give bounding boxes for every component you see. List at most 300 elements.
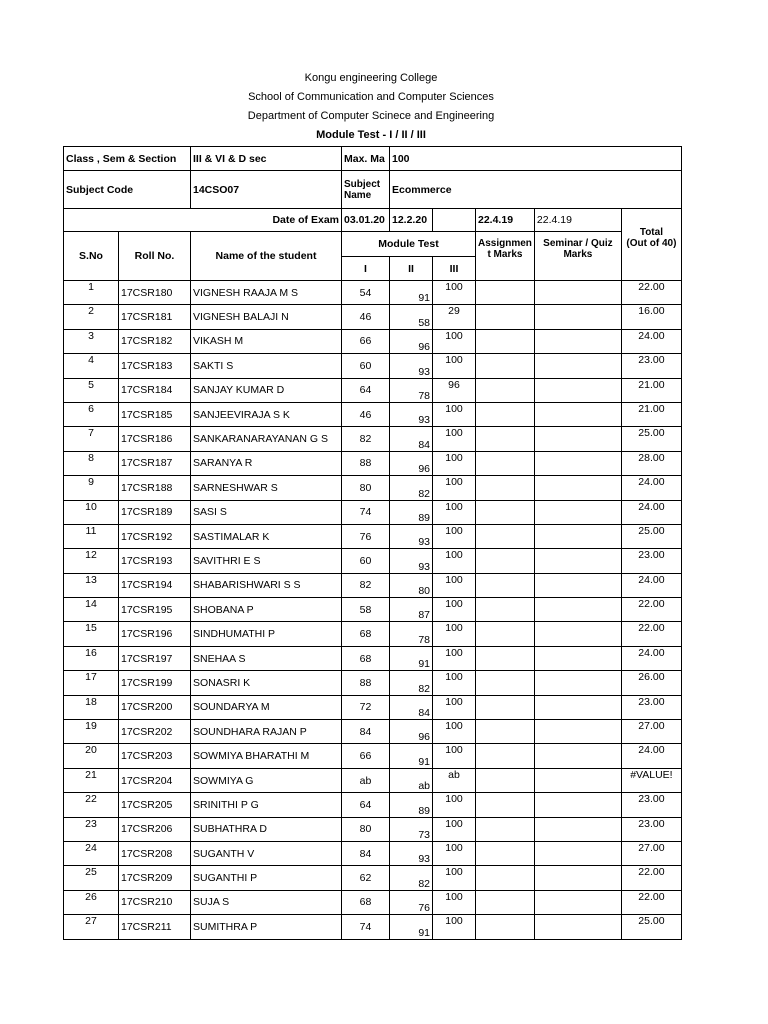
assignment-mark: [476, 841, 535, 865]
sno-cell: 21: [64, 768, 119, 792]
sno-cell: 1: [64, 281, 119, 305]
module-2-mark: 89: [390, 500, 433, 524]
assignment-mark: [476, 598, 535, 622]
seminar-mark: [534, 866, 621, 890]
roll-cell: 17CSR193: [119, 549, 191, 573]
roll-cell: 17CSR180: [119, 281, 191, 305]
sno-cell: 2: [64, 305, 119, 329]
module-2-mark: 96: [390, 451, 433, 475]
subject-name-value: Ecommerce: [390, 171, 682, 209]
total-mark: 22.00: [621, 622, 681, 646]
marks-table: [63, 146, 682, 940]
sno-cell: 20: [64, 744, 119, 768]
module-2-mark: 93: [390, 549, 433, 573]
module-1-mark: 84: [342, 841, 390, 865]
roll-cell: 17CSR185: [119, 402, 191, 426]
name-cell: VIGNESH RAAJA M S: [191, 281, 342, 305]
college-name: Kongu engineering College: [304, 72, 438, 84]
table-row: [64, 598, 682, 622]
module-3-mark: 100: [433, 281, 476, 305]
seminar-mark: [534, 841, 621, 865]
name-cell: SUJA S: [191, 890, 342, 914]
name-cell: SONASRI K: [191, 671, 342, 695]
module-1-mark: 58: [342, 598, 390, 622]
module-3-mark: 100: [433, 793, 476, 817]
seminar-header: Seminar / Quiz Marks: [534, 232, 621, 281]
module-3-mark: 96: [433, 378, 476, 402]
assignment-mark: [476, 549, 535, 573]
module-test-header: Module Test: [342, 232, 476, 257]
module-1-mark: 66: [342, 329, 390, 353]
name-cell: SRINITHI P G: [191, 793, 342, 817]
sno-cell: 10: [64, 500, 119, 524]
name-cell: VIKASH M: [191, 329, 342, 353]
table-row: [64, 354, 682, 378]
total-mark: 23.00: [621, 549, 681, 573]
module-3-mark: 100: [433, 744, 476, 768]
exam-date-1: 03.01.20: [342, 209, 390, 232]
assignment-mark: [476, 451, 535, 475]
module-3-mark: 100: [433, 476, 476, 500]
table-row: [64, 281, 682, 305]
total-mark: 27.00: [621, 841, 681, 865]
table-row: [64, 476, 682, 500]
module-1-mark: 74: [342, 500, 390, 524]
total-mark: 23.00: [621, 695, 681, 719]
module-3-mark: 100: [433, 402, 476, 426]
roll-cell: 17CSR181: [119, 305, 191, 329]
roll-cell: 17CSR194: [119, 573, 191, 597]
module-2-mark: 58: [390, 305, 433, 329]
roll-cell: 17CSR183: [119, 354, 191, 378]
sno-cell: 13: [64, 573, 119, 597]
module-2-mark: 76: [390, 890, 433, 914]
roll-cell: 17CSR197: [119, 646, 191, 670]
total-mark: #VALUE!: [621, 768, 681, 792]
module-1-mark: 80: [342, 817, 390, 841]
name-cell: SASI S: [191, 500, 342, 524]
module-2-mark: 93: [390, 841, 433, 865]
assignment-mark: [476, 817, 535, 841]
sno-header: S.No: [64, 232, 119, 281]
assignment-mark: [476, 402, 535, 426]
module-3-mark: 100: [433, 866, 476, 890]
table-row: [64, 915, 682, 939]
roll-cell: 17CSR182: [119, 329, 191, 353]
seminar-mark: [534, 549, 621, 573]
module-1-mark: 64: [342, 793, 390, 817]
assignment-mark: [476, 622, 535, 646]
module-3-mark: 100: [433, 573, 476, 597]
name-cell: SUGANTH V: [191, 841, 342, 865]
sno-cell: 12: [64, 549, 119, 573]
module-2-mark: 91: [390, 281, 433, 305]
assignment-mark: [476, 354, 535, 378]
date-label: Date of Exam: [64, 209, 342, 232]
roll-cell: 17CSR202: [119, 720, 191, 744]
name-cell: SOWMIYA BHARATHI M: [191, 744, 342, 768]
module-1-mark: 80: [342, 476, 390, 500]
table-row: [64, 671, 682, 695]
seminar-mark: [534, 427, 621, 451]
seminar-mark: [534, 476, 621, 500]
module-1-mark: 68: [342, 646, 390, 670]
name-cell: SAKTI S: [191, 354, 342, 378]
roll-cell: 17CSR195: [119, 598, 191, 622]
total-mark: 23.00: [621, 354, 681, 378]
subject-name-label: Subject Name: [342, 171, 390, 209]
assignment-mark: [476, 378, 535, 402]
sno-cell: 9: [64, 476, 119, 500]
exam-date-3: 22.4.19: [476, 209, 535, 232]
name-cell: SHOBANA P: [191, 598, 342, 622]
sno-cell: 18: [64, 695, 119, 719]
seminar-mark: [534, 768, 621, 792]
roll-cell: 17CSR203: [119, 744, 191, 768]
total-mark: 22.00: [621, 598, 681, 622]
table-row: [64, 549, 682, 573]
sno-cell: 15: [64, 622, 119, 646]
sno-cell: 16: [64, 646, 119, 670]
roll-cell: 17CSR189: [119, 500, 191, 524]
seminar-mark: [534, 598, 621, 622]
total-mark: 28.00: [621, 451, 681, 475]
total-mark: 27.00: [621, 720, 681, 744]
roll-cell: 17CSR211: [119, 915, 191, 939]
module-2-mark: 84: [390, 695, 433, 719]
sno-cell: 23: [64, 817, 119, 841]
sno-cell: 6: [64, 402, 119, 426]
total-mark: 24.00: [621, 500, 681, 524]
total-mark: 24.00: [621, 573, 681, 597]
roll-cell: 17CSR184: [119, 378, 191, 402]
seminar-mark: [534, 915, 621, 939]
total-mark: 16.00: [621, 305, 681, 329]
table-row: [64, 402, 682, 426]
module-2-mark: 93: [390, 402, 433, 426]
module-1-mark: 74: [342, 915, 390, 939]
module-1-mark: 68: [342, 890, 390, 914]
total-mark: 24.00: [621, 329, 681, 353]
date-row: [64, 209, 682, 232]
table-row: [64, 695, 682, 719]
seminar-mark: [534, 305, 621, 329]
roll-cell: 17CSR196: [119, 622, 191, 646]
module-3-mark: 100: [433, 817, 476, 841]
subject-code-label: Subject Code: [64, 171, 191, 209]
module-1-mark: 82: [342, 573, 390, 597]
module-3-mark: 100: [433, 598, 476, 622]
seminar-mark: [534, 695, 621, 719]
assignment-mark: [476, 915, 535, 939]
assignment-mark: [476, 695, 535, 719]
module-1-header: I: [342, 257, 390, 281]
module-2-mark: ab: [390, 768, 433, 792]
total-mark: 21.00: [621, 378, 681, 402]
name-cell: SINDHUMATHI P: [191, 622, 342, 646]
module-1-mark: 88: [342, 671, 390, 695]
table-row: [64, 329, 682, 353]
module-3-mark: 100: [433, 671, 476, 695]
table-row: [64, 890, 682, 914]
roll-cell: 17CSR199: [119, 671, 191, 695]
module-2-mark: 91: [390, 744, 433, 768]
name-cell: SOUNDARYA M: [191, 695, 342, 719]
module-3-mark: 100: [433, 890, 476, 914]
module-3-mark: 100: [433, 500, 476, 524]
module-3-mark: 100: [433, 646, 476, 670]
table-row: [64, 817, 682, 841]
roll-cell: 17CSR208: [119, 841, 191, 865]
module-1-mark: 68: [342, 622, 390, 646]
sno-cell: 11: [64, 524, 119, 548]
total-mark: 22.00: [621, 281, 681, 305]
assignment-mark: [476, 476, 535, 500]
test-title: Module Test - I / II / III: [316, 129, 426, 141]
assignment-mark: [476, 793, 535, 817]
table-row: [64, 305, 682, 329]
total-mark: 25.00: [621, 915, 681, 939]
roll-cell: 17CSR186: [119, 427, 191, 451]
module-3-mark: 100: [433, 841, 476, 865]
roll-cell: 17CSR205: [119, 793, 191, 817]
name-cell: SOWMIYA G: [191, 768, 342, 792]
seminar-mark: [534, 646, 621, 670]
class-value: III & VI & D sec: [191, 147, 342, 171]
assignment-mark: [476, 524, 535, 548]
table-row: [64, 451, 682, 475]
table-row: [64, 378, 682, 402]
name-cell: SOUNDHARA RAJAN P: [191, 720, 342, 744]
module-1-mark: 60: [342, 549, 390, 573]
subject-row: [64, 171, 682, 209]
module-3-mark: 100: [433, 329, 476, 353]
school-name: School of Communication and Computer Sciences: [248, 91, 494, 103]
assignment-mark: [476, 573, 535, 597]
roll-cell: 17CSR188: [119, 476, 191, 500]
assignment-mark: [476, 720, 535, 744]
seminar-mark: [534, 500, 621, 524]
total-mark: 21.00: [621, 402, 681, 426]
module-3-header: III: [433, 257, 476, 281]
seminar-mark: [534, 329, 621, 353]
seminar-mark: [534, 281, 621, 305]
module-2-mark: 73: [390, 817, 433, 841]
name-header: Name of the student: [191, 232, 342, 281]
max-marks-label: Max. Ma: [342, 147, 390, 171]
assignment-mark: [476, 500, 535, 524]
assignment-mark: [476, 890, 535, 914]
name-cell: SANJAY KUMAR D: [191, 378, 342, 402]
module-2-mark: 93: [390, 524, 433, 548]
table-row: [64, 622, 682, 646]
name-cell: SARNESHWAR S: [191, 476, 342, 500]
module-2-mark: 78: [390, 378, 433, 402]
module-2-mark: 80: [390, 573, 433, 597]
max-marks-value: 100: [390, 147, 682, 171]
roll-cell: 17CSR200: [119, 695, 191, 719]
module-3-mark: 100: [433, 549, 476, 573]
sno-cell: 17: [64, 671, 119, 695]
seminar-mark: [534, 744, 621, 768]
module-3-mark: 100: [433, 451, 476, 475]
module-1-mark: 54: [342, 281, 390, 305]
roll-cell: 17CSR187: [119, 451, 191, 475]
name-cell: SAVITHRI E S: [191, 549, 342, 573]
module-2-mark: 87: [390, 598, 433, 622]
total-mark: 23.00: [621, 817, 681, 841]
assignment-mark: [476, 281, 535, 305]
name-cell: SUMITHRA P: [191, 915, 342, 939]
roll-cell: 17CSR206: [119, 817, 191, 841]
sno-cell: 8: [64, 451, 119, 475]
module-1-mark: 76: [342, 524, 390, 548]
exam-date-4: 22.4.19: [534, 209, 621, 232]
name-cell: SANKARANARAYANAN G S: [191, 427, 342, 451]
module-1-mark: 88: [342, 451, 390, 475]
name-cell: SANJEEVIRAJA S K: [191, 402, 342, 426]
module-1-mark: 64: [342, 378, 390, 402]
exam-date-3-blank: [433, 209, 476, 232]
table-row: [64, 524, 682, 548]
seminar-mark: [534, 622, 621, 646]
seminar-mark: [534, 451, 621, 475]
seminar-mark: [534, 890, 621, 914]
class-label: Class , Sem & Section: [64, 147, 191, 171]
total-mark: 22.00: [621, 866, 681, 890]
module-1-mark: 60: [342, 354, 390, 378]
sno-cell: 26: [64, 890, 119, 914]
table-row: [64, 427, 682, 451]
module-2-mark: 96: [390, 329, 433, 353]
table-row: [64, 646, 682, 670]
roll-cell: 17CSR210: [119, 890, 191, 914]
table-row: [64, 744, 682, 768]
total-mark: 24.00: [621, 646, 681, 670]
assignment-mark: [476, 646, 535, 670]
sno-cell: 22: [64, 793, 119, 817]
roll-cell: 17CSR192: [119, 524, 191, 548]
sno-cell: 5: [64, 378, 119, 402]
module-2-mark: 82: [390, 671, 433, 695]
department-name: Department of Computer Scinece and Engineering: [247, 110, 495, 122]
total-mark: 24.00: [621, 744, 681, 768]
total-mark: 22.00: [621, 890, 681, 914]
total-mark: 25.00: [621, 427, 681, 451]
module-2-mark: 78: [390, 622, 433, 646]
seminar-mark: [534, 671, 621, 695]
module-3-mark: ab: [433, 768, 476, 792]
module-1-mark: ab: [342, 768, 390, 792]
seminar-mark: [534, 378, 621, 402]
sno-cell: 19: [64, 720, 119, 744]
module-3-mark: 100: [433, 720, 476, 744]
roll-cell: 17CSR204: [119, 768, 191, 792]
sno-cell: 24: [64, 841, 119, 865]
sno-cell: 4: [64, 354, 119, 378]
total-mark: 25.00: [621, 524, 681, 548]
module-1-mark: 46: [342, 305, 390, 329]
seminar-mark: [534, 524, 621, 548]
module-1-mark: 72: [342, 695, 390, 719]
module-2-mark: 96: [390, 720, 433, 744]
sno-cell: 14: [64, 598, 119, 622]
exam-date-2: 12.2.20: [390, 209, 433, 232]
module-1-mark: 84: [342, 720, 390, 744]
name-cell: SASTIMALAR K: [191, 524, 342, 548]
module-2-mark: 93: [390, 354, 433, 378]
total-mark: 26.00: [621, 671, 681, 695]
assignment-mark: [476, 329, 535, 353]
seminar-mark: [534, 817, 621, 841]
module-2-mark: 84: [390, 427, 433, 451]
assignment-mark: [476, 744, 535, 768]
module-2-mark: 89: [390, 793, 433, 817]
table-row: [64, 573, 682, 597]
name-cell: VIGNESH BALAJI N: [191, 305, 342, 329]
name-cell: SNEHAA S: [191, 646, 342, 670]
module-2-mark: 91: [390, 646, 433, 670]
total-header: Total (Out of 40): [621, 209, 681, 281]
total-mark: 23.00: [621, 793, 681, 817]
name-cell: SUGANTHI P: [191, 866, 342, 890]
module-1-mark: 62: [342, 866, 390, 890]
sno-cell: 7: [64, 427, 119, 451]
assignment-mark: [476, 768, 535, 792]
name-cell: SARANYA R: [191, 451, 342, 475]
seminar-mark: [534, 793, 621, 817]
module-2-header: II: [390, 257, 433, 281]
seminar-mark: [534, 573, 621, 597]
name-cell: SUBHATHRA D: [191, 817, 342, 841]
module-3-mark: 100: [433, 622, 476, 646]
sno-cell: 27: [64, 915, 119, 939]
seminar-mark: [534, 720, 621, 744]
table-row: [64, 500, 682, 524]
table-row: [64, 720, 682, 744]
assignment-mark: [476, 671, 535, 695]
table-row: [64, 866, 682, 890]
assignment-mark: [476, 427, 535, 451]
module-2-mark: 91: [390, 915, 433, 939]
module-2-mark: 82: [390, 476, 433, 500]
module-3-mark: 100: [433, 524, 476, 548]
module-3-mark: 100: [433, 427, 476, 451]
module-1-mark: 82: [342, 427, 390, 451]
assignment-mark: [476, 866, 535, 890]
seminar-mark: [534, 354, 621, 378]
module-1-mark: 46: [342, 402, 390, 426]
seminar-mark: [534, 402, 621, 426]
sno-cell: 3: [64, 329, 119, 353]
name-cell: SHABARISHWARI S S: [191, 573, 342, 597]
class-row: [64, 147, 682, 171]
module-1-mark: 66: [342, 744, 390, 768]
assignment-mark: [476, 305, 535, 329]
column-header-row: [64, 232, 682, 257]
table-row: [64, 768, 682, 792]
module-3-mark: 100: [433, 695, 476, 719]
module-3-mark: 100: [433, 354, 476, 378]
subject-code-value: 14CSO07: [191, 171, 342, 209]
module-2-mark: 82: [390, 866, 433, 890]
roll-cell: 17CSR209: [119, 866, 191, 890]
table-row: [64, 793, 682, 817]
total-mark: 24.00: [621, 476, 681, 500]
table-row: [64, 841, 682, 865]
module-3-mark: 29: [433, 305, 476, 329]
roll-header: Roll No.: [119, 232, 191, 281]
